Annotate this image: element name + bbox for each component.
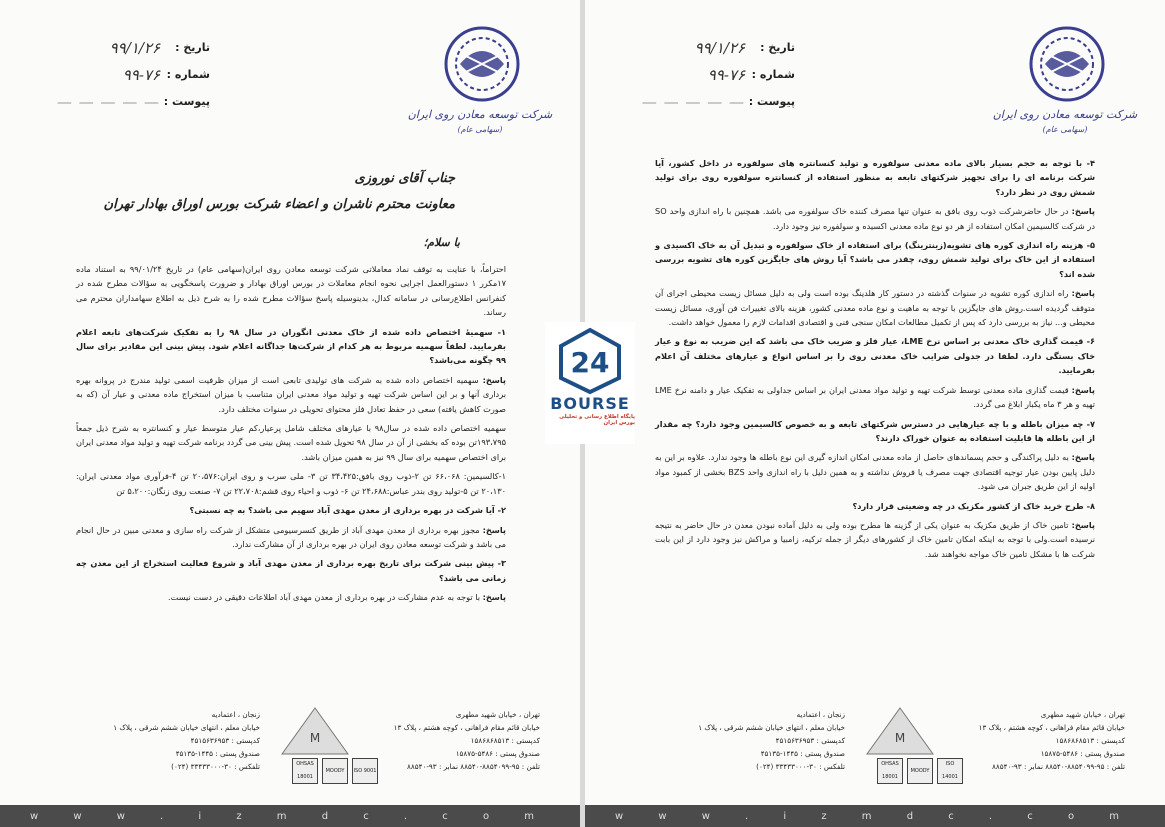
letter-header-fields: تاریخ : ۹۹/۱/۲۶ شماره : ۹۹-۷۶ پیوست : — — — — — [56,38,210,111]
website-bar: w w w . i z m d c . c o m [585,805,1165,827]
letter-footer [60,708,540,788]
answer-label: پاسخ: [1071,288,1095,299]
company-type-text: (سهامی عام) [457,125,503,134]
answer-7-text: به دلیل پراکندگی و حجم پسماندهای حاصل از ماده معدنی امکان اندازه گیری این نوع باطله ها وجود ندارد. علاوه بر این به دلیل پایین بودن عیار توجیه اقتصادی جهت مصرف یا فروش نداشته و به همین دلیل با راه اندازی واحد BZS بخشی از کمبود مواد اولیه از این طریق جبران می شود. [655,452,1095,492]
number-value: ۹۹-۷۶ [122,65,160,84]
cert-badge: OHSAS 18001 [292,758,318,784]
answer-label: پاسخ: [1071,384,1095,395]
answer-2-text: مجوز بهره برداری از معدن مهدی آباد از طریق کنسرسیومی متشکل از شرکت راه سازی و معدنی مبین در حال انجام می باشد و شرکت توسعه معادن روی ایران در بهره برداری از آن مشارکت ندارد. [76,524,506,549]
answer-4-text: در حال حاضرشرکت ذوب روی بافق به عنوان تنها مصرف کننده خاک سولفوره می باشد. همچنین با راه اندازی واحد SO در شرکت کالسیمین امکان استفاده از هر دو نوع ماده معدنی اکسیده و سولفوره نیز وجود دارد. [655,206,1095,231]
letter-body-left [76,262,506,610]
addressee-name: جناب آقای نوروزی [354,171,455,186]
letter-header-fields: تاریخ : ۹۹/۱/۲۶ شماره : ۹۹-۷۶ پیوست : — — — — — [641,38,795,111]
zanjan-postal: کدپستی : ۴۵۱۵۶۳۶۹۵۳ [190,736,260,745]
answer-5 [655,286,1095,329]
intro-paragraph: احتراماً، با عنایت به توقف نماد معاملاتی شرکت توسعه معادن روی ایران(سهامی عام) در تاریخ ۹۹/۰۱/۲۴ به استناد ماده ۱۷مکرر ۱ دستورالعمل اجرایی نحوه انجام معاملات در بورس اوراق بهادار و ضرورت پاسخگویی به سؤالات مطرح شده در کنفرانس اطلاع‌رسانی در سامانه کدال، بدینوسیله پاسخ سؤالات مطرح شده را به شرح ذیل به اطلاع سهامداران محترم می رساند. [76,264,507,318]
cert-badge: OHSAS 18001 [877,758,903,784]
date-label: تاریخ : [175,41,210,54]
answer-label: پاسخ: [1071,452,1095,463]
answer-8-text: تامین خاک از طریق مکزیک به عنوان یکی از گزینه ها مطرح بوده ولی به دلیل آماده نبودن معدن در حال حاضر به نتیجه نرسیده است.ولی با توجه به اینکه امکان تامین خاک از کشورهای دیگر از جمله ترکیه، زامبیا و مراکش نیز وجود دارد از این بابت شرکت ها با مشکل تامین خاک مواجه نخواهند شد. [655,519,1095,559]
tehran-line-2: خیابان قائم مقام فراهانی ، کوچه هشتم ، پلاک ۱۳ [393,723,540,732]
triangle-emblem-icon [280,706,350,756]
website-bar: w w w . i z m d c . c o m [0,805,580,827]
salutation: با سلام؛ [423,236,460,249]
answer-1 [76,373,506,416]
question-5: ۵- هزینه راه اندازی کوره های تشویه(زینترینگ) برای استفاده از خاک سولفوره و تبدیل آن به خاک اکسیدی و استفاده از این خاک برای تولید شمش روی، چقدر می باشد؟ آیا روش های جایگزین کوره های تشویه بررسی شده اند؟ [655,240,1095,279]
letter-page-left [0,0,580,827]
answer-6-text: قیمت گذاری ماده معدنی توسط شرکت تهیه و تولید مواد معدنی ایران بر اساس جداولی به تفکیک عیار و دامنه نرخ LME تهیه و هر ۳ ماه یکبار ابلاغ می گردد. [655,384,1095,410]
company-name-text: شرکت توسعه معادن روی ایران [992,108,1138,121]
answer-2 [76,523,506,552]
answer-6 [655,383,1095,412]
tehran-pobox: صندوق پستی : ۵۴۸۶-۱۵۸۷۵ [455,749,540,758]
question-2: ۲- آیا شرکت در بهره برداری از معدن مهدی آباد سهیم می باشد؟ به چه نسبتی؟ [189,505,506,516]
zanjan-phone: تلفکس : ۳۰-۳۳۴۳۳۰۰۰ (۰۲۴) [171,762,260,771]
tehran-pobox: صندوق پستی : ۵۴۸۶-۱۵۸۷۵ [1040,749,1125,758]
tehran-phone: تلفن : ۹۵-۸۸۵۴۰۹۹-۸۸۵۴۰ نمابر : ۹۳-۸۸۵۴۰ [992,762,1125,771]
zanjan-pobox: صندوق پستی : ۱۴۴۵-۴۵۱۳۵ [175,749,260,758]
svg-text:M: M [894,731,906,745]
tehran-line-2: خیابان قائم مقام فراهانی ، کوچه هشتم ، پلاک ۱۳ [978,723,1125,732]
answer-1-list: ۱-کالسیمین: ۶۶،۰۶۸ تن ۲-ذوب روی بافق:۳۴،۴۲۵ تن ۳- ملی سرب و روی ایران:۲۰،۵۷۶ تن ۴-فرآوری مواد معدنی ایران: ۲۰،۱۳۰ تن ۵-تولید روی بندر عباس:۲۴،۶۸۸ تن ۶- ذوب و احیاء روی قشم:۲۲،۷۰۸ تن ۷- صنعت روی زنگان:۵،۲۰۰ تن [76,471,506,496]
date-value: ۹۹/۱/۲۶ [694,38,745,57]
bourse-logo-icon [555,326,625,396]
answer-4 [655,204,1095,233]
addressee-block [104,166,455,218]
bourse-brand: BOURSE [550,394,630,413]
izmdc-logo-icon [992,18,1138,138]
zanjan-postal: کدپستی : ۴۵۱۵۶۳۶۹۵۳ [775,736,845,745]
zanjan-line-1: زنجان ، اعتمادیه [211,710,260,719]
cert-badge: MOODY [322,758,348,784]
answer-1-detail: سهمیه اختصاص داده شده در سال۹۸ با عیارهای مختلف شامل پرعیار،کم عیار متوسط عیار و کنسانتره به شرح ذیل جمعاً ۱۹۳،۷۹۵تن بوده که بخشی از آن در سال ۹۸ تحویل شده است. پیش بینی می گردد برنامه شرکت تهیه و تولید مواد معدنی ایران برای اختصاص سهمیه برای سال ۹۹ نیز به همین میزان باشد. [76,423,506,462]
bourse-subtitle: پایگاه اطلاع رسانی و تحلیلی بورس ایران [559,414,635,426]
company-logo [992,18,1138,138]
answer-1-text: سهمیه اختصاص داده شده به شرکت های تولیدی تابعی است از میزان ظرفیت اسمی تولید مندرج در پروانه بهره برداری آنها و بر این اساس شرکت تهیه و تولید مواد معدنی ایران متناسب با میزان استخراج ماده معدنی و عیار آن (که به صورت کاهش یافته) سعی در حفظ تعادل فلز محتوای تحویلی در سنوات مختلف دارد. [76,374,506,414]
tehran-line-1: تهران ، خیابان شهید مطهری [455,710,540,719]
date-value: ۹۹/۱/۲۶ [109,38,160,57]
question-3: ۳- پیش بینی شرکت برای تاریخ بهره برداری از معدن مهدی آباد و شروع فعالیت استخراج از این معدن چه زمانی می باشد؟ [76,558,506,583]
answer-label: پاسخ: [482,524,506,535]
tehran-postal: کدپستی : ۱۵۸۶۸۶۸۵۱۳ [1055,736,1125,745]
answer-label: پاسخ: [482,374,506,385]
date-label: تاریخ : [760,41,795,54]
company-logo [407,18,553,138]
tehran-postal: کدپستی : ۱۵۸۶۸۶۸۵۱۳ [470,736,540,745]
attachment-label: پیوست : [748,95,795,108]
answer-3-text: با توجه به عدم مشارکت در بهره برداری از معدن مهدی آباد اطلاعات دقیقی در دست نیست. [168,592,480,603]
answer-5-text: راه اندازی کوره تشویه در سنوات گذشته در دستور کار هلدینگ بوده است ولی به دلیل مسائل زیست محیطی اجرای آن متوقف گردیده است.روش های جایگزین با توجه به ماهیت و نوع ماده معدنی کشور، هزینه بالای تغییرات فن آوری، مسائل زیست محیطی و... نیاز به بررسی دارد که پس از تکمیل مطالعات امکان سنجی فنی و اقتصادی اقدامات لازم را معمول خواهد داشت. [655,288,1095,328]
company-name-text: شرکت توسعه معادن روی ایران [407,108,553,121]
zanjan-line-2: خیابان معلم ، انتهای خیابان ششم شرقی ، پلاک ۱ [113,723,260,732]
zanjan-address [645,708,845,773]
letter-page-right [585,0,1165,827]
question-4: ۴- با توجه به حجم بسیار بالای ماده معدنی سولفوره و تولید کنسانتره های سولفوره در داخل کشور، آیا شرکت برنامه ای را برای تجهیز شرکتهای تابعه به منظور استفاده از کنسانتره سولفوره روی برای تولید شمش روی در نظر دارد؟ [655,158,1095,197]
certification-badges [292,758,378,784]
question-1: ۱- سهمیۀ اختصاص داده شده از خاک معدنی انگوران در سال ۹۸ را به تفکیک شرکت‌های تابعه اعلام بفرمایید. لطفاً سهمیه مربوط به هر کدام از شرکت‌ها جداگانه اعلام شود. پیش بینی این مقادیر برای سال ۹۹ چگونه می‌باشد؟ [76,326,506,366]
svg-text:24: 24 [570,346,610,379]
tehran-phone: تلفن : ۹۵-۸۸۵۴۰۹۹-۸۸۵۴۰ نمابر : ۹۳-۸۸۵۴۰ [407,762,540,771]
tehran-line-1: تهران ، خیابان شهید مطهری [1040,710,1125,719]
answer-3 [76,590,506,604]
izmdc-logo-icon [407,18,553,138]
certification-badges [877,758,963,784]
letter-body-right [655,156,1095,566]
answer-label: پاسخ: [1071,206,1095,217]
bourse-watermark [545,322,635,444]
number-label: شماره : [166,68,210,81]
zanjan-line-2: خیابان معلم ، انتهای خیابان ششم شرقی ، پلاک ۱ [698,723,845,732]
answer-label: پاسخ: [482,592,506,603]
attachment-label: پیوست : [163,95,210,108]
triangle-emblem-icon [865,706,935,756]
cert-badge: MOODY [907,758,933,784]
zanjan-address [60,708,260,773]
addressee-title: معاونت محترم ناشران و اعضاء شرکت بورس اوراق بهادار تهران [103,197,455,212]
number-value: ۹۹-۷۶ [707,65,745,84]
number-label: شماره : [751,68,795,81]
answer-8 [655,518,1095,561]
question-7: ۷- چه میزان باطله و با چه عیارهایی در دسترس شرکتهای تابعه و به خصوص کالسیمین وجود دارد؟ چه مقدار از این باطله ها قابلیت استفاده به عنوان خوراک دارند؟ [655,418,1095,443]
question-6: ۶- قیمت گذاری خاک معدنی بر اساس نرخ LME، عیار فلز و ضریب خاک می باشد که این ضریب به نوع و عیار خاک بستگی دارد. لطفا در جدولی ضرایب خاک معدنی روی را بر اساس انواع و عیارهای مختلف آن اعلام بفرمایید. [655,336,1095,376]
company-type-text: (سهامی عام) [1042,125,1088,134]
letter-footer [645,708,1125,788]
answer-7 [655,450,1095,493]
answer-label: پاسخ: [1071,519,1096,530]
svg-text:M: M [309,731,321,745]
zanjan-phone: تلفکس : ۳۰-۳۳۴۳۳۰۰۰ (۰۲۴) [756,762,845,771]
zanjan-line-1: زنجان ، اعتمادیه [796,710,845,719]
cert-badge: ISO 14001 [937,758,963,784]
question-8: ۸- طرح خرید خاک از کشور مکزیک در چه وضعیتی قرار دارد؟ [852,500,1095,511]
cert-badge: ISO 9001 [352,758,378,784]
zanjan-pobox: صندوق پستی : ۱۴۴۵-۴۵۱۳۵ [760,749,845,758]
